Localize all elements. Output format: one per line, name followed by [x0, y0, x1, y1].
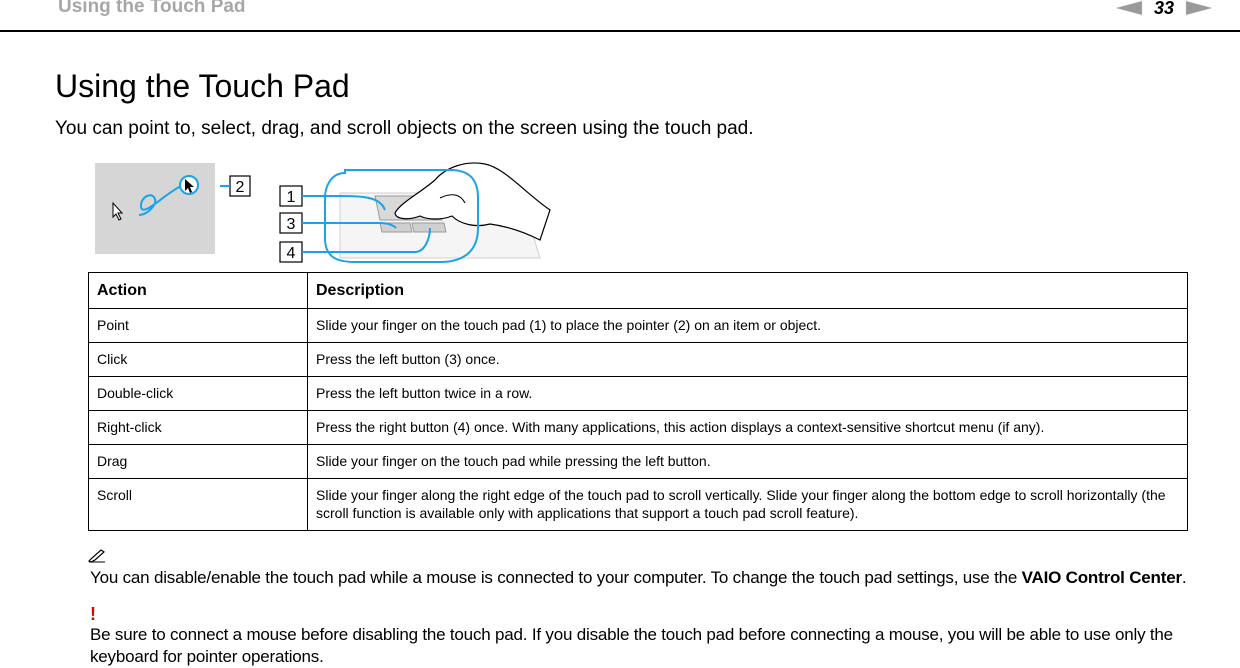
- callout-box-2: [230, 176, 250, 196]
- page-title: Using the Touch Pad: [55, 68, 350, 104]
- svg-text:4: 4: [286, 245, 296, 262]
- table-row: [89, 411, 1188, 445]
- column-header-description: Description: [308, 273, 1188, 309]
- note-text-end: .: [1181, 568, 1187, 587]
- callout-box-3: [280, 213, 302, 233]
- next-page-arrow-icon[interactable]: [1186, 1, 1212, 15]
- description-cell: Press the left button (3) once.: [308, 343, 1188, 377]
- action-cell: Right-click: [89, 411, 308, 445]
- action-cell: Drag: [89, 445, 308, 479]
- warning-text: Be sure to connect a mouse before disabling the touch pad. If you disable the touch pad before connecting a mouse, you will be able to use only the keyboard for pointer operations.: [90, 625, 1173, 666]
- exclamation-icon: !: [90, 604, 96, 624]
- svg-text:3: 3: [286, 216, 296, 233]
- pointer-trail: [139, 185, 183, 215]
- actions-table: [88, 272, 1188, 531]
- table-row: [89, 309, 1188, 343]
- touch-pad-drawing: [220, 158, 560, 266]
- callout-box-4: [280, 242, 302, 262]
- vaio-control-center-label: VAIO Control Center: [1021, 568, 1182, 587]
- touch-pad-illustration: [220, 158, 560, 266]
- page-nav: [1116, 0, 1212, 19]
- action-cell: Click: [89, 343, 308, 377]
- page-number: 33: [1153, 0, 1174, 18]
- note-text-start: You can disable/enable the touch pad while a mouse is connected to your computer. To change the touch pad settings, use the: [90, 568, 1022, 587]
- pointer-path-drawing: [95, 163, 215, 254]
- table-row: [89, 479, 1188, 531]
- table-row: [89, 377, 1188, 411]
- note-text: [90, 567, 1200, 589]
- action-cell: Scroll: [89, 479, 308, 531]
- callout-box-1: [280, 186, 302, 206]
- header-title: Using the Touch Pad: [58, 0, 246, 17]
- description-cell: Slide your finger on the touch pad (1) to place the pointer (2) on an item or object.: [308, 309, 1188, 343]
- table-header-row: [89, 273, 1188, 309]
- description-cell: Slide your finger along the right edge of the touch pad to scroll vertically. Slide your finger along the bottom edge to scroll horizontally (the scroll function is available only with applications that support a touch pad scroll feature).: [308, 479, 1188, 531]
- column-header-action: Action: [89, 273, 308, 309]
- header-divider: [0, 30, 1240, 32]
- previous-page-arrow-icon[interactable]: [1116, 1, 1142, 15]
- table-row: [89, 343, 1188, 377]
- action-cell: Point: [89, 309, 308, 343]
- description-cell: Press the right button (4) once. With many applications, this action displays a context-sensitive shortcut menu (if any).: [308, 411, 1188, 445]
- note-pen-icon: [88, 549, 106, 568]
- start-cursor-icon: [113, 203, 122, 220]
- description-cell: Press the left button twice in a row.: [308, 377, 1188, 411]
- screen-pointer-illustration: [95, 163, 215, 254]
- action-cell: Double-click: [89, 377, 308, 411]
- svg-text:1: 1: [286, 189, 296, 206]
- table-row: [89, 445, 1188, 479]
- intro-text: You can point to, select, drag, and scroll objects on the screen using the touch pad.: [55, 118, 754, 139]
- svg-text:2: 2: [235, 179, 245, 196]
- description-cell: Slide your finger on the touch pad while pressing the left button.: [308, 445, 1188, 479]
